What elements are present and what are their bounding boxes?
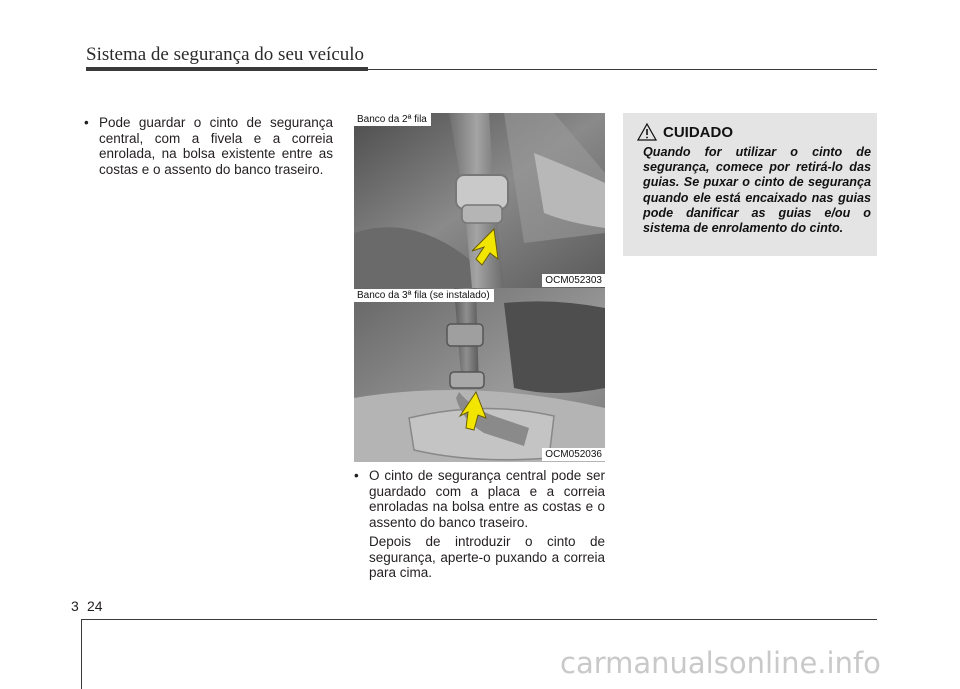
- footer-rule-horizontal: [81, 619, 877, 620]
- figure-label: Banco da 3ª fila (se instalado): [354, 289, 494, 302]
- left-column: [84, 115, 333, 184]
- bullet-mark: •: [84, 115, 89, 130]
- caution-header: [637, 123, 733, 141]
- bullet-item: [354, 468, 605, 530]
- seatbelt-photo-third-row: [354, 288, 605, 462]
- figure-code: OCM052036: [542, 448, 605, 461]
- seatbelt-photo-second-row: [354, 113, 605, 288]
- page-header-title: Sistema de segurança do seu veículo: [86, 44, 365, 65]
- footer-rule-vertical: [81, 620, 82, 689]
- bullet-mark: •: [354, 468, 359, 483]
- paragraph: Depois de introduzir o cinto de segurança, aperte-o puxando a correia para cima.: [369, 534, 605, 580]
- chapter-number: 3: [71, 598, 79, 614]
- warning-triangle-icon: [637, 123, 657, 141]
- header-rule-thin: [368, 69, 877, 70]
- bullet-text: Pode guardar o cinto de segurança central, com a fivela e a correia enrolada, na bolsa existente entre as costas e o assento do banco traseiro.: [99, 115, 333, 177]
- figure-third-row-seat: [354, 288, 605, 462]
- middle-column: [354, 468, 605, 581]
- bullet-text: O cinto de segurança central pode ser guardado com a placa e a correia enroladas na bolsa entre as costas e o assento do banco traseiro.: [369, 468, 605, 530]
- bullet-item: [84, 115, 333, 177]
- watermark-text: carmanualsonline.info: [560, 646, 881, 680]
- figure-label: Banco da 2ª fila: [354, 113, 431, 126]
- caution-text: Quando for utilizar o cinto de segurança, comece por retirá-lo das guias. Se puxar o cinto de segurança quando ele está encaixado nas guias pode danificar as guias e/ou o sistema de enrolamento do cinto.: [643, 145, 871, 236]
- caution-box: [623, 113, 877, 256]
- figure-second-row-seat: [354, 113, 605, 288]
- caution-title: CUIDADO: [663, 123, 733, 141]
- figure-code: OCM052303: [542, 274, 605, 287]
- page-number: 24: [87, 598, 103, 614]
- header-rule-thick: [86, 67, 368, 71]
